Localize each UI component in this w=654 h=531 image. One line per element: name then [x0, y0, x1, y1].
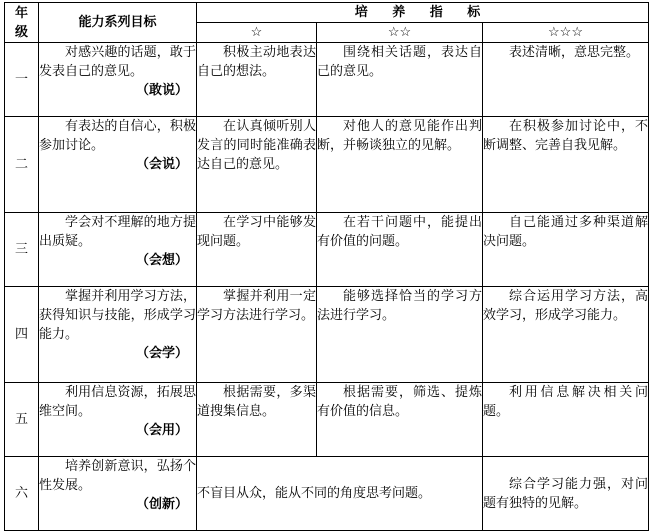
level-1-cell: 掌握并利用一定学习方法进行学习。 [197, 287, 317, 383]
grade-cell: 四 [5, 287, 39, 383]
level-3-cell: 表述清晰，意思完整。 [483, 43, 649, 117]
goal-tag: （会学） [135, 346, 188, 361]
level-3-cell: 在积极参加讨论中，不断调整、完善自我见解。 [483, 117, 649, 213]
table-row [5, 43, 649, 117]
header-indicators: 培 养 指 标 [197, 3, 649, 23]
table-row [5, 213, 649, 287]
goal-cell [39, 213, 197, 287]
grade-cell: 六 [5, 457, 39, 531]
header-grade [5, 3, 39, 43]
goal-tag: （会说） [135, 157, 188, 172]
level-2-cell: 围绕相关话题，表达自己的意见。 [317, 43, 483, 117]
header-goal: 能力系列目标 [39, 3, 197, 43]
goal-tag: （会想） [135, 253, 188, 268]
goal-cell [39, 43, 197, 117]
goal-text: 掌握并利用学习方法，获得知识与技能，形成学习能力。 [39, 289, 196, 342]
level-3-cell: 利用信息解决相关问题。 [483, 383, 649, 457]
goal-cell [39, 383, 197, 457]
level-2-cell: 对他人的意见能作出判断，并畅谈独立的见解。 [317, 117, 483, 213]
table-row [5, 117, 649, 213]
ability-goals-table [4, 2, 649, 531]
goal-text: 培养创新意识，弘扬个性发展。 [39, 459, 196, 493]
table-row [5, 383, 649, 457]
goal-text: 有表达的自信心，积极参加讨论。 [39, 119, 196, 153]
level-2-cell: 能够选择恰当的学习方法进行学习。 [317, 287, 483, 383]
goal-tag: （敢说） [135, 83, 188, 98]
header-level-2: ☆☆ [317, 23, 483, 43]
goal-text: 对感兴趣的话题，敢于发表自己的意见。 [39, 45, 196, 79]
goal-tag: （会用） [135, 423, 188, 438]
level-3-cell: 综合学习能力强，对问题有独特的见解。 [483, 457, 649, 531]
header-grade-text: 年级 [14, 5, 28, 40]
goal-text: 学会对不理解的地方提出质疑。 [39, 215, 196, 249]
level-1-cell: 根据需要，多渠道搜集信息。 [197, 383, 317, 457]
goal-cell [39, 287, 197, 383]
level-1-cell: 在学习中能够发现问题。 [197, 213, 317, 287]
goal-cell [39, 457, 197, 531]
level-2-cell: 在若干问题中，能提出有价值的问题。 [317, 213, 483, 287]
grade-cell: 一 [5, 43, 39, 117]
grade-cell: 三 [5, 213, 39, 287]
level-3-cell: 综合运用学习方法，高效学习，形成学习能力。 [483, 287, 649, 383]
level-1-cell: 积极主动地表达自己的想法。 [197, 43, 317, 117]
table-row [5, 457, 649, 531]
table-row [5, 287, 649, 383]
level-1-cell: 在认真倾听别人发言的同时能准确表达自己的意见。 [197, 117, 317, 213]
goal-text: 利用信息资源，拓展思维空间。 [39, 385, 196, 419]
header-level-1: ☆ [197, 23, 317, 43]
grade-cell: 五 [5, 383, 39, 457]
header-level-3: ☆☆☆ [483, 23, 649, 43]
goal-tag: （创新） [135, 497, 188, 512]
grade-cell: 二 [5, 117, 39, 213]
level-2-cell: 根据需要，筛选、提炼有价值的信息。 [317, 383, 483, 457]
level-3-cell: 自己能通过多种渠道解决问题。 [483, 213, 649, 287]
goal-cell [39, 117, 197, 213]
level-1-2-cell: 不盲目从众，能从不同的角度思考问题。 [197, 457, 483, 531]
